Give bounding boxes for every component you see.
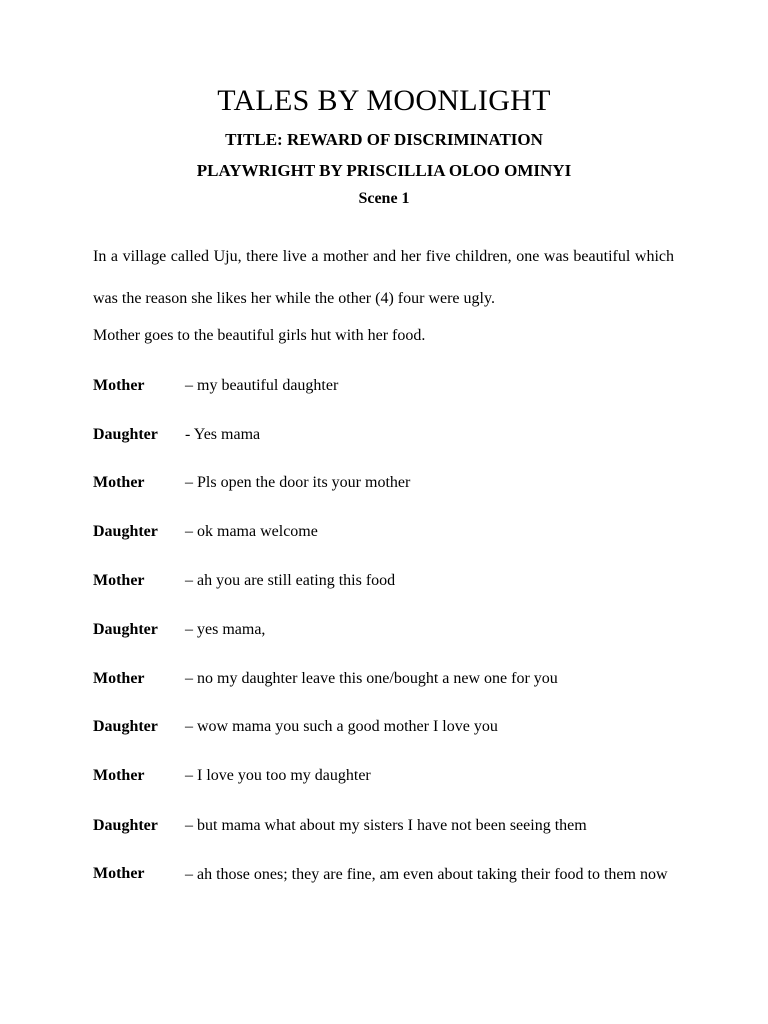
dialogue-text: – ah you are still eating this food [185,572,396,589]
dialogue-text: – no my daughter leave this one/bought a new one for you [185,670,558,687]
dialogue-text: – Pls open the door its your mother [185,474,411,491]
speaker-name: Daughter [93,523,158,540]
speaker-name: Mother [93,767,145,784]
dialogue-text: – but mama what about my sisters I have not been seeing them [185,817,587,834]
play-title: TITLE: REWARD OF DISCRIMINATION [225,130,543,149]
dialogue-text: – wow mama you such a good mother I love you [185,718,498,735]
speaker-name: Mother [93,572,145,589]
speaker-name: Mother [93,670,145,687]
dialogue-text: – ok mama welcome [185,523,318,540]
dialogue-text: – ah those ones; they are fine, am even about taking their food to them now [185,866,668,883]
speaker-name: Mother [93,865,145,882]
main-title: TALES BY MOONLIGHT [217,84,551,117]
speaker-name: Daughter [93,426,158,443]
dialogue-text: – my beautiful daughter [185,377,339,394]
intro-paragraph: In a village called Uju, there live a mother and her five children, one was beautiful which was the reason she likes her while the other (4) four were ugly. [93,248,674,307]
speaker-name: Daughter [93,718,158,735]
dialogue-text: – I love you too my daughter [185,767,371,784]
playwright-credit: PLAYWRIGHT BY PRISCILLIA OLOO OMINYI [196,161,572,180]
stage-direction: Mother goes to the beautiful girls hut with her food. [93,327,426,344]
scene-heading: Scene 1 [358,190,410,207]
dialogue-text: – yes mama, [185,621,266,638]
speaker-name: Daughter [93,817,158,834]
dialogue-text: - Yes mama [185,426,261,443]
speaker-name: Mother [93,377,145,394]
speaker-name: Daughter [93,621,158,638]
speaker-name: Mother [93,474,145,491]
